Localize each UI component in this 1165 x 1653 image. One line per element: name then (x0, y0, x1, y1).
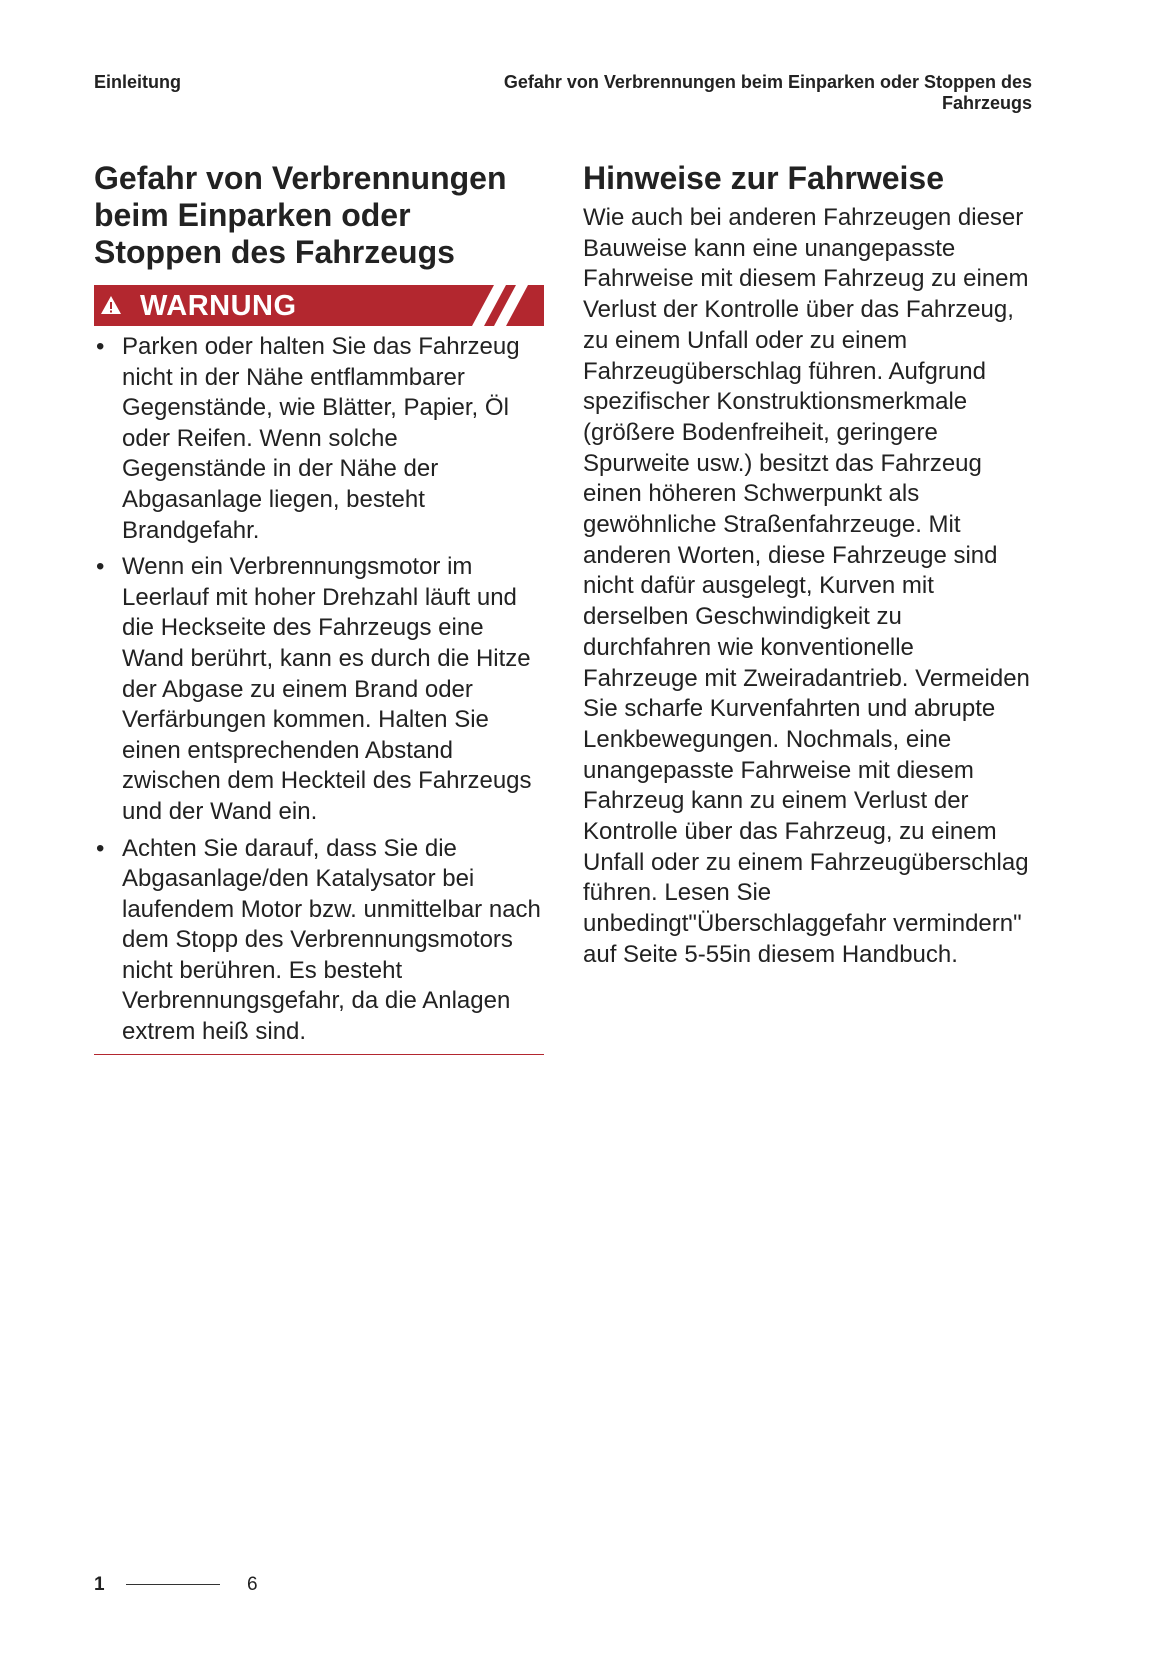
list-item (94, 552, 544, 827)
bullet: • (96, 834, 105, 862)
section-title-driving-notes: Hinweise zur Fahrweise (583, 160, 945, 196)
warning-label: WARNUNG (140, 290, 297, 322)
warning-triangle-icon (100, 295, 122, 315)
warning-stripes-decoration (454, 285, 544, 326)
bullet: • (96, 333, 105, 360)
section-title-burn-hazard: Gefahr von Verbrennungen beim Einparken oder Stoppen des Fahrzeugs (94, 160, 507, 270)
bullet: • (96, 553, 105, 581)
header-chapter: Einleitung (94, 72, 181, 92)
header-running-title (432, 72, 1032, 114)
left-column (94, 160, 544, 1055)
header-running-title-line2: Fahrzeugs (941, 93, 1032, 113)
driving-notes-paragraph: Wie auch bei anderen Fahrzeugen dieser Bauweise kann eine unangepasste Fahrweise mit diesem Fahrzeug zu einem Verlust der Kontrolle über das Fahrzeug, zu einem Unfall oder zu einem Fahrzeugüberschlag führen. Aufgrund spezifischer Konstruktionsmerkmale (größere Bodenfreiheit, geringere Spurweite usw.) besitzt das Fahrzeug einen höheren Schwerpunkt als gewöhnliche Straßenfahrzeuge. Mit anderen Worten, diese Fahrzeuge sind nicht dafür ausgelegt, Kurven mit derselben Geschwindigkeit zu durchfahren wie konventionelle Fahrzeuge mit Zweiradantrieb. Vermeiden Sie scharfe Kurvenfahrten und abrupte Lenkbewegungen. Nochmals, eine unangepasste Fahrweise mit diesem Fahrzeug kann zu einem Verlust der Kontrolle über das Fahrzeug, zu einem Unfall oder zu einem Fahrzeugüberschlag führen. Lesen Sie unbedingt"Überschlaggefahr vermindern" auf Seite 5-55in diesem Handbuch. (583, 204, 1030, 968)
warning-item-text: Achten Sie darauf, dass Sie die Abgasanlage/den Katalysator bei laufendem Motor bzw. unmittelbar nach dem Stopp des Verbrennungsmotors nicht berühren. Es besteht Verbrennungsgefahr, da die Anlagen extrem heiß sind. (122, 834, 541, 1046)
warning-item-text: Parken oder halten Sie das Fahrzeug nicht in der Nähe entflammbarer Gegenstände, wie Blätter, Papier, Öl oder Reifen. Wenn solche Gegenstände in der Nähe der Abgasanlage liegen, besteht Brandgefahr. (122, 333, 520, 544)
warning-item-text: Wenn ein Verbrennungsmotor im Leerlauf mit hoher Drehzahl läuft und die Heckseite des Fahrzeugs eine Wand berührt, kann es durch die Hitze der Abgase zu einem Brand oder Verfärbungen kommen. Halten Sie einen entsprechenden Abstand zwischen dem Heckteil des Fahrzeugs und der Wand ein. (122, 553, 532, 825)
warning-banner (94, 285, 544, 326)
footer-page-number: 6 (247, 1574, 258, 1595)
list-item (94, 332, 544, 546)
list-item (94, 834, 544, 1048)
header-running-title-line1: Gefahr von Verbrennungen beim Einparken oder Stoppen des (503, 72, 1032, 92)
warning-list (94, 332, 544, 1048)
footer-chapter-number: 1 (94, 1574, 105, 1595)
right-column (583, 160, 1035, 971)
footer-divider (126, 1584, 220, 1585)
warning-divider (94, 1054, 544, 1055)
